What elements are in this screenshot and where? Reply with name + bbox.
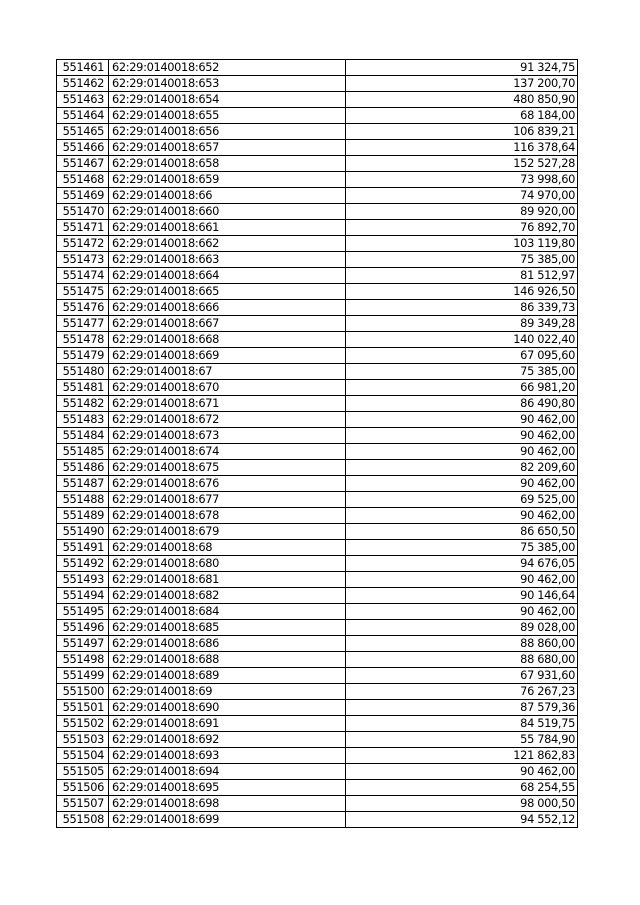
cadastral-value-cell: 89 920,00 — [346, 204, 578, 220]
cadastral-value-cell: 140 022,40 — [346, 332, 578, 348]
cadastral-number-cell: 62:29:0140018:672 — [109, 412, 346, 428]
cadastral-number-cell: 62:29:0140018:67 — [109, 364, 346, 380]
cadastral-value-cell: 68 184,00 — [346, 108, 578, 124]
cadastral-number-cell: 62:29:0140018:673 — [109, 428, 346, 444]
table-row — [57, 540, 578, 556]
cadastral-value-cell: 106 839,21 — [346, 124, 578, 140]
table-row — [57, 348, 578, 364]
cadastral-number-cell: 62:29:0140018:691 — [109, 716, 346, 732]
cadastral-value-cell: 103 119,80 — [346, 236, 578, 252]
cadastral-number-cell: 62:29:0140018:682 — [109, 588, 346, 604]
row-id-cell: 551485 — [57, 444, 109, 460]
row-id-cell: 551463 — [57, 92, 109, 108]
cadastral-number-cell: 62:29:0140018:679 — [109, 524, 346, 540]
cadastral-number-cell: 62:29:0140018:656 — [109, 124, 346, 140]
cadastral-value-cell: 66 981,20 — [346, 380, 578, 396]
row-id-cell: 551499 — [57, 668, 109, 684]
cadastral-value-cell: 67 095,60 — [346, 348, 578, 364]
cadastral-value-cell: 73 998,60 — [346, 172, 578, 188]
row-id-cell: 551487 — [57, 476, 109, 492]
table-row — [57, 396, 578, 412]
cadastral-value-cell: 137 200,70 — [346, 76, 578, 92]
row-id-cell: 551461 — [57, 60, 109, 76]
row-id-cell: 551505 — [57, 764, 109, 780]
table-body — [57, 60, 578, 828]
row-id-cell: 551502 — [57, 716, 109, 732]
table-row — [57, 156, 578, 172]
table-row — [57, 220, 578, 236]
table-row — [57, 812, 578, 828]
cadastral-value-cell: 87 579,36 — [346, 700, 578, 716]
row-id-cell: 551464 — [57, 108, 109, 124]
table-row — [57, 124, 578, 140]
table-row — [57, 476, 578, 492]
cadastral-value-cell: 86 650,50 — [346, 524, 578, 540]
cadastral-number-cell: 62:29:0140018:670 — [109, 380, 346, 396]
table-row — [57, 300, 578, 316]
row-id-cell: 551483 — [57, 412, 109, 428]
cadastral-value-cell: 90 462,00 — [346, 508, 578, 524]
cadastral-value-cell: 90 462,00 — [346, 412, 578, 428]
cadastral-value-cell: 480 850,90 — [346, 92, 578, 108]
cadastral-number-cell: 62:29:0140018:664 — [109, 268, 346, 284]
table-row — [57, 332, 578, 348]
cadastral-value-table — [56, 59, 578, 828]
row-id-cell: 551501 — [57, 700, 109, 716]
cadastral-value-cell: 67 931,60 — [346, 668, 578, 684]
row-id-cell: 551497 — [57, 636, 109, 652]
cadastral-value-cell: 89 028,00 — [346, 620, 578, 636]
cadastral-value-cell: 91 324,75 — [346, 60, 578, 76]
row-id-cell: 551491 — [57, 540, 109, 556]
row-id-cell: 551480 — [57, 364, 109, 380]
cadastral-value-cell: 68 254,55 — [346, 780, 578, 796]
cadastral-value-cell: 94 676,05 — [346, 556, 578, 572]
table-row — [57, 316, 578, 332]
table-row — [57, 172, 578, 188]
cadastral-value-cell: 55 784,90 — [346, 732, 578, 748]
row-id-cell: 551476 — [57, 300, 109, 316]
table-row — [57, 444, 578, 460]
table-row — [57, 620, 578, 636]
table-row — [57, 60, 578, 76]
row-id-cell: 551469 — [57, 188, 109, 204]
cadastral-number-cell: 62:29:0140018:694 — [109, 764, 346, 780]
cadastral-number-cell: 62:29:0140018:658 — [109, 156, 346, 172]
cadastral-value-cell: 90 462,00 — [346, 764, 578, 780]
row-id-cell: 551506 — [57, 780, 109, 796]
row-id-cell: 551482 — [57, 396, 109, 412]
cadastral-number-cell: 62:29:0140018:66 — [109, 188, 346, 204]
row-id-cell: 551492 — [57, 556, 109, 572]
cadastral-number-cell: 62:29:0140018:698 — [109, 796, 346, 812]
row-id-cell: 551494 — [57, 588, 109, 604]
table-row — [57, 380, 578, 396]
cadastral-number-cell: 62:29:0140018:668 — [109, 332, 346, 348]
cadastral-value-cell: 86 490,80 — [346, 396, 578, 412]
table-row — [57, 764, 578, 780]
table-row — [57, 268, 578, 284]
row-id-cell: 551507 — [57, 796, 109, 812]
cadastral-number-cell: 62:29:0140018:680 — [109, 556, 346, 572]
table-row — [57, 700, 578, 716]
cadastral-number-cell: 62:29:0140018:661 — [109, 220, 346, 236]
row-id-cell: 551495 — [57, 604, 109, 620]
cadastral-value-cell: 89 349,28 — [346, 316, 578, 332]
table-row — [57, 204, 578, 220]
cadastral-number-cell: 62:29:0140018:666 — [109, 300, 346, 316]
row-id-cell: 551462 — [57, 76, 109, 92]
table-row — [57, 780, 578, 796]
row-id-cell: 551489 — [57, 508, 109, 524]
table-row — [57, 188, 578, 204]
table-row — [57, 412, 578, 428]
row-id-cell: 551484 — [57, 428, 109, 444]
table-row — [57, 92, 578, 108]
table-row — [57, 236, 578, 252]
row-id-cell: 551496 — [57, 620, 109, 636]
table-row — [57, 108, 578, 124]
document-page — [56, 59, 577, 828]
cadastral-value-cell: 90 146,64 — [346, 588, 578, 604]
cadastral-number-cell: 62:29:0140018:678 — [109, 508, 346, 524]
row-id-cell: 551466 — [57, 140, 109, 156]
cadastral-value-cell: 69 525,00 — [346, 492, 578, 508]
cadastral-number-cell: 62:29:0140018:695 — [109, 780, 346, 796]
row-id-cell: 551498 — [57, 652, 109, 668]
cadastral-number-cell: 62:29:0140018:688 — [109, 652, 346, 668]
cadastral-number-cell: 62:29:0140018:699 — [109, 812, 346, 828]
cadastral-value-cell: 75 385,00 — [346, 540, 578, 556]
cadastral-number-cell: 62:29:0140018:652 — [109, 60, 346, 76]
row-id-cell: 551490 — [57, 524, 109, 540]
cadastral-value-cell: 88 680,00 — [346, 652, 578, 668]
cadastral-number-cell: 62:29:0140018:667 — [109, 316, 346, 332]
table-row — [57, 668, 578, 684]
cadastral-value-cell: 152 527,28 — [346, 156, 578, 172]
cadastral-number-cell: 62:29:0140018:671 — [109, 396, 346, 412]
cadastral-number-cell: 62:29:0140018:684 — [109, 604, 346, 620]
row-id-cell: 551470 — [57, 204, 109, 220]
table-row — [57, 76, 578, 92]
cadastral-value-cell: 146 926,50 — [346, 284, 578, 300]
cadastral-value-cell: 90 462,00 — [346, 604, 578, 620]
cadastral-value-cell: 88 860,00 — [346, 636, 578, 652]
row-id-cell: 551478 — [57, 332, 109, 348]
cadastral-value-cell: 90 462,00 — [346, 444, 578, 460]
table-row — [57, 524, 578, 540]
cadastral-number-cell: 62:29:0140018:660 — [109, 204, 346, 220]
table-row — [57, 460, 578, 476]
cadastral-value-cell: 98 000,50 — [346, 796, 578, 812]
cadastral-value-cell: 82 209,60 — [346, 460, 578, 476]
cadastral-value-cell: 76 892,70 — [346, 220, 578, 236]
row-id-cell: 551468 — [57, 172, 109, 188]
cadastral-number-cell: 62:29:0140018:662 — [109, 236, 346, 252]
cadastral-value-cell: 86 339,73 — [346, 300, 578, 316]
cadastral-number-cell: 62:29:0140018:674 — [109, 444, 346, 460]
cadastral-value-cell: 90 462,00 — [346, 428, 578, 444]
row-id-cell: 551471 — [57, 220, 109, 236]
row-id-cell: 551465 — [57, 124, 109, 140]
row-id-cell: 551477 — [57, 316, 109, 332]
cadastral-number-cell: 62:29:0140018:663 — [109, 252, 346, 268]
table-row — [57, 140, 578, 156]
table-row — [57, 652, 578, 668]
cadastral-number-cell: 62:29:0140018:677 — [109, 492, 346, 508]
row-id-cell: 551475 — [57, 284, 109, 300]
row-id-cell: 551508 — [57, 812, 109, 828]
table-row — [57, 732, 578, 748]
row-id-cell: 551472 — [57, 236, 109, 252]
table-row — [57, 684, 578, 700]
cadastral-value-cell: 75 385,00 — [346, 364, 578, 380]
cadastral-value-cell: 90 462,00 — [346, 476, 578, 492]
cadastral-number-cell: 62:29:0140018:69 — [109, 684, 346, 700]
row-id-cell: 551503 — [57, 732, 109, 748]
cadastral-number-cell: 62:29:0140018:686 — [109, 636, 346, 652]
table-row — [57, 588, 578, 604]
cadastral-value-cell: 121 862,83 — [346, 748, 578, 764]
cadastral-value-cell: 75 385,00 — [346, 252, 578, 268]
cadastral-number-cell: 62:29:0140018:68 — [109, 540, 346, 556]
table-row — [57, 252, 578, 268]
cadastral-number-cell: 62:29:0140018:659 — [109, 172, 346, 188]
cadastral-value-cell: 90 462,00 — [346, 572, 578, 588]
cadastral-value-cell: 94 552,12 — [346, 812, 578, 828]
table-row — [57, 636, 578, 652]
cadastral-number-cell: 62:29:0140018:653 — [109, 76, 346, 92]
table-row — [57, 748, 578, 764]
cadastral-number-cell: 62:29:0140018:665 — [109, 284, 346, 300]
cadastral-number-cell: 62:29:0140018:690 — [109, 700, 346, 716]
cadastral-value-cell: 74 970,00 — [346, 188, 578, 204]
cadastral-number-cell: 62:29:0140018:675 — [109, 460, 346, 476]
row-id-cell: 551481 — [57, 380, 109, 396]
row-id-cell: 551467 — [57, 156, 109, 172]
table-row — [57, 364, 578, 380]
row-id-cell: 551500 — [57, 684, 109, 700]
cadastral-number-cell: 62:29:0140018:655 — [109, 108, 346, 124]
cadastral-number-cell: 62:29:0140018:685 — [109, 620, 346, 636]
table-row — [57, 508, 578, 524]
table-row — [57, 796, 578, 812]
cadastral-number-cell: 62:29:0140018:689 — [109, 668, 346, 684]
row-id-cell: 551486 — [57, 460, 109, 476]
table-row — [57, 284, 578, 300]
cadastral-number-cell: 62:29:0140018:669 — [109, 348, 346, 364]
table-row — [57, 716, 578, 732]
cadastral-number-cell: 62:29:0140018:693 — [109, 748, 346, 764]
row-id-cell: 551479 — [57, 348, 109, 364]
cadastral-number-cell: 62:29:0140018:654 — [109, 92, 346, 108]
row-id-cell: 551473 — [57, 252, 109, 268]
cadastral-number-cell: 62:29:0140018:692 — [109, 732, 346, 748]
table-row — [57, 572, 578, 588]
table-row — [57, 604, 578, 620]
table-row — [57, 428, 578, 444]
cadastral-value-cell: 116 378,64 — [346, 140, 578, 156]
cadastral-number-cell: 62:29:0140018:676 — [109, 476, 346, 492]
row-id-cell: 551504 — [57, 748, 109, 764]
cadastral-value-cell: 76 267,23 — [346, 684, 578, 700]
cadastral-value-cell: 84 519,75 — [346, 716, 578, 732]
row-id-cell: 551474 — [57, 268, 109, 284]
table-row — [57, 492, 578, 508]
cadastral-value-cell: 81 512,97 — [346, 268, 578, 284]
row-id-cell: 551488 — [57, 492, 109, 508]
row-id-cell: 551493 — [57, 572, 109, 588]
cadastral-number-cell: 62:29:0140018:681 — [109, 572, 346, 588]
table-row — [57, 556, 578, 572]
cadastral-number-cell: 62:29:0140018:657 — [109, 140, 346, 156]
